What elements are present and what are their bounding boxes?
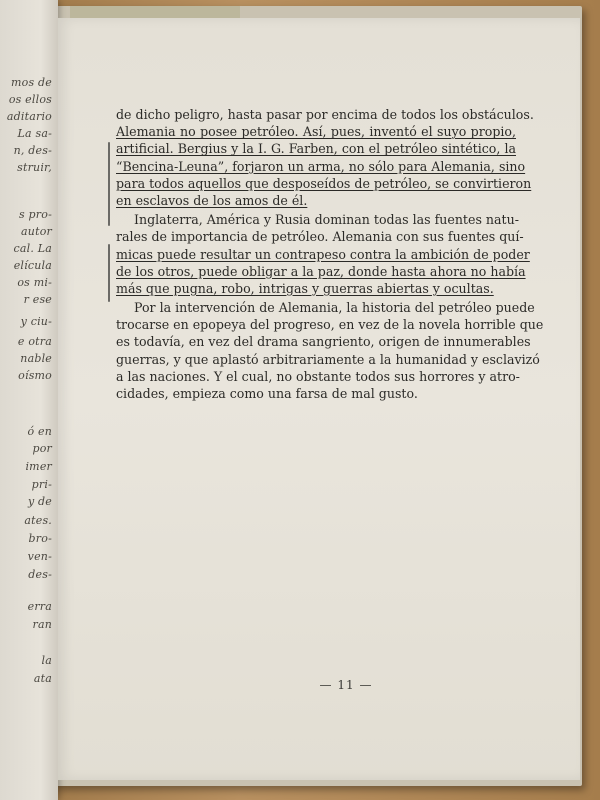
left-page-fragment: ran	[32, 618, 52, 631]
left-page-fragment: la	[41, 654, 52, 667]
left-page-fragment: os mi-	[17, 276, 52, 289]
left-page-fragment: pri-	[31, 478, 52, 491]
left-page-fragment: y ciu-	[20, 315, 52, 328]
left-page-fragment: aditario	[6, 110, 52, 123]
text-line: “Bencina-Leuna”, forjaron un arma, no sólo para Alemania, sino	[116, 158, 526, 174]
text-line: es todavía, en vez del drama sangriento, origen de innumerables	[116, 334, 531, 350]
left-page-fragment: r ese	[23, 293, 52, 306]
left-page-fragment: os ellos	[8, 93, 52, 106]
margin-mark	[108, 142, 110, 226]
left-page	[0, 0, 58, 800]
left-page-fragment: n, des-	[13, 144, 52, 157]
left-page-fragment: struir,	[17, 161, 52, 174]
text-line: de dicho peligro, hasta pasar por encima de todos los obstáculos.	[116, 107, 534, 122]
margin-mark	[108, 244, 110, 302]
left-page-fragment: des-	[28, 568, 52, 581]
text-line: para todos aquellos que desposeídos de petróleo, se convirtieron	[116, 175, 532, 191]
left-page-fragment: ven-	[27, 550, 52, 563]
left-page-fragment: y de	[27, 495, 52, 508]
left-page-fragment: La sa-	[17, 127, 52, 140]
text-line: trocarse en epopeya del progreso, en vez de la novela horrible que	[116, 317, 544, 333]
text-line: Por la intervención de Alemania, la historia del petróleo puede	[134, 300, 535, 316]
body-text	[116, 106, 544, 402]
page-number: — 11 —	[319, 678, 373, 692]
left-page-fragment: autor	[21, 225, 52, 238]
text-line: en esclavos de los amos de él.	[116, 192, 308, 208]
text-line: rales de importancia de petróleo. Alemania con sus fuentes quí-	[116, 229, 524, 245]
left-page-fragment: por	[32, 442, 52, 455]
left-page-fragment: oísmo	[18, 369, 52, 382]
left-page-fragment: imer	[25, 460, 52, 473]
left-page-fragment: erra	[27, 600, 52, 613]
left-page-fragment: cal. La	[13, 242, 52, 255]
left-page-fragment: bro-	[28, 532, 52, 545]
text-line: cidades, empieza como una farsa de mal gusto.	[116, 386, 418, 401]
left-page-fragment: nable	[20, 352, 52, 365]
book-page	[58, 18, 580, 780]
text-line: más que pugna, robo, intrigas y guerras abiertas y ocultas.	[116, 280, 494, 296]
left-page-fragment: ó en	[27, 425, 52, 438]
text-line: guerras, y que aplastó arbitrariamente a la humanidad y esclavizó	[116, 351, 540, 367]
text-line: Inglaterra, América y Rusia dominan todas las fuentes natu-	[134, 212, 519, 228]
text-line: micas puede resultar un contrapeso contra la ambición de poder	[116, 246, 530, 262]
text-line: de los otros, puede obligar a la paz, donde hasta ahora no había	[116, 263, 526, 279]
left-page-fragment: e otra	[17, 335, 52, 348]
text-line: artificial. Bergius y la I. G. Farben, con el petróleo sintético, la	[116, 141, 516, 157]
left-page-fragment: ata	[33, 672, 52, 685]
text-line: a las naciones. Y el cual, no obstante todos sus horrores y atro-	[116, 368, 520, 384]
text-line: Alemania no posee petróleo. Así, pues, inventó el suyo propio,	[116, 124, 516, 140]
left-page-fragment: ates.	[24, 514, 52, 527]
left-page-fragment: elícula	[13, 259, 52, 272]
left-page-fragment: s pro-	[19, 208, 52, 221]
left-page-fragment: mos de	[11, 76, 52, 89]
